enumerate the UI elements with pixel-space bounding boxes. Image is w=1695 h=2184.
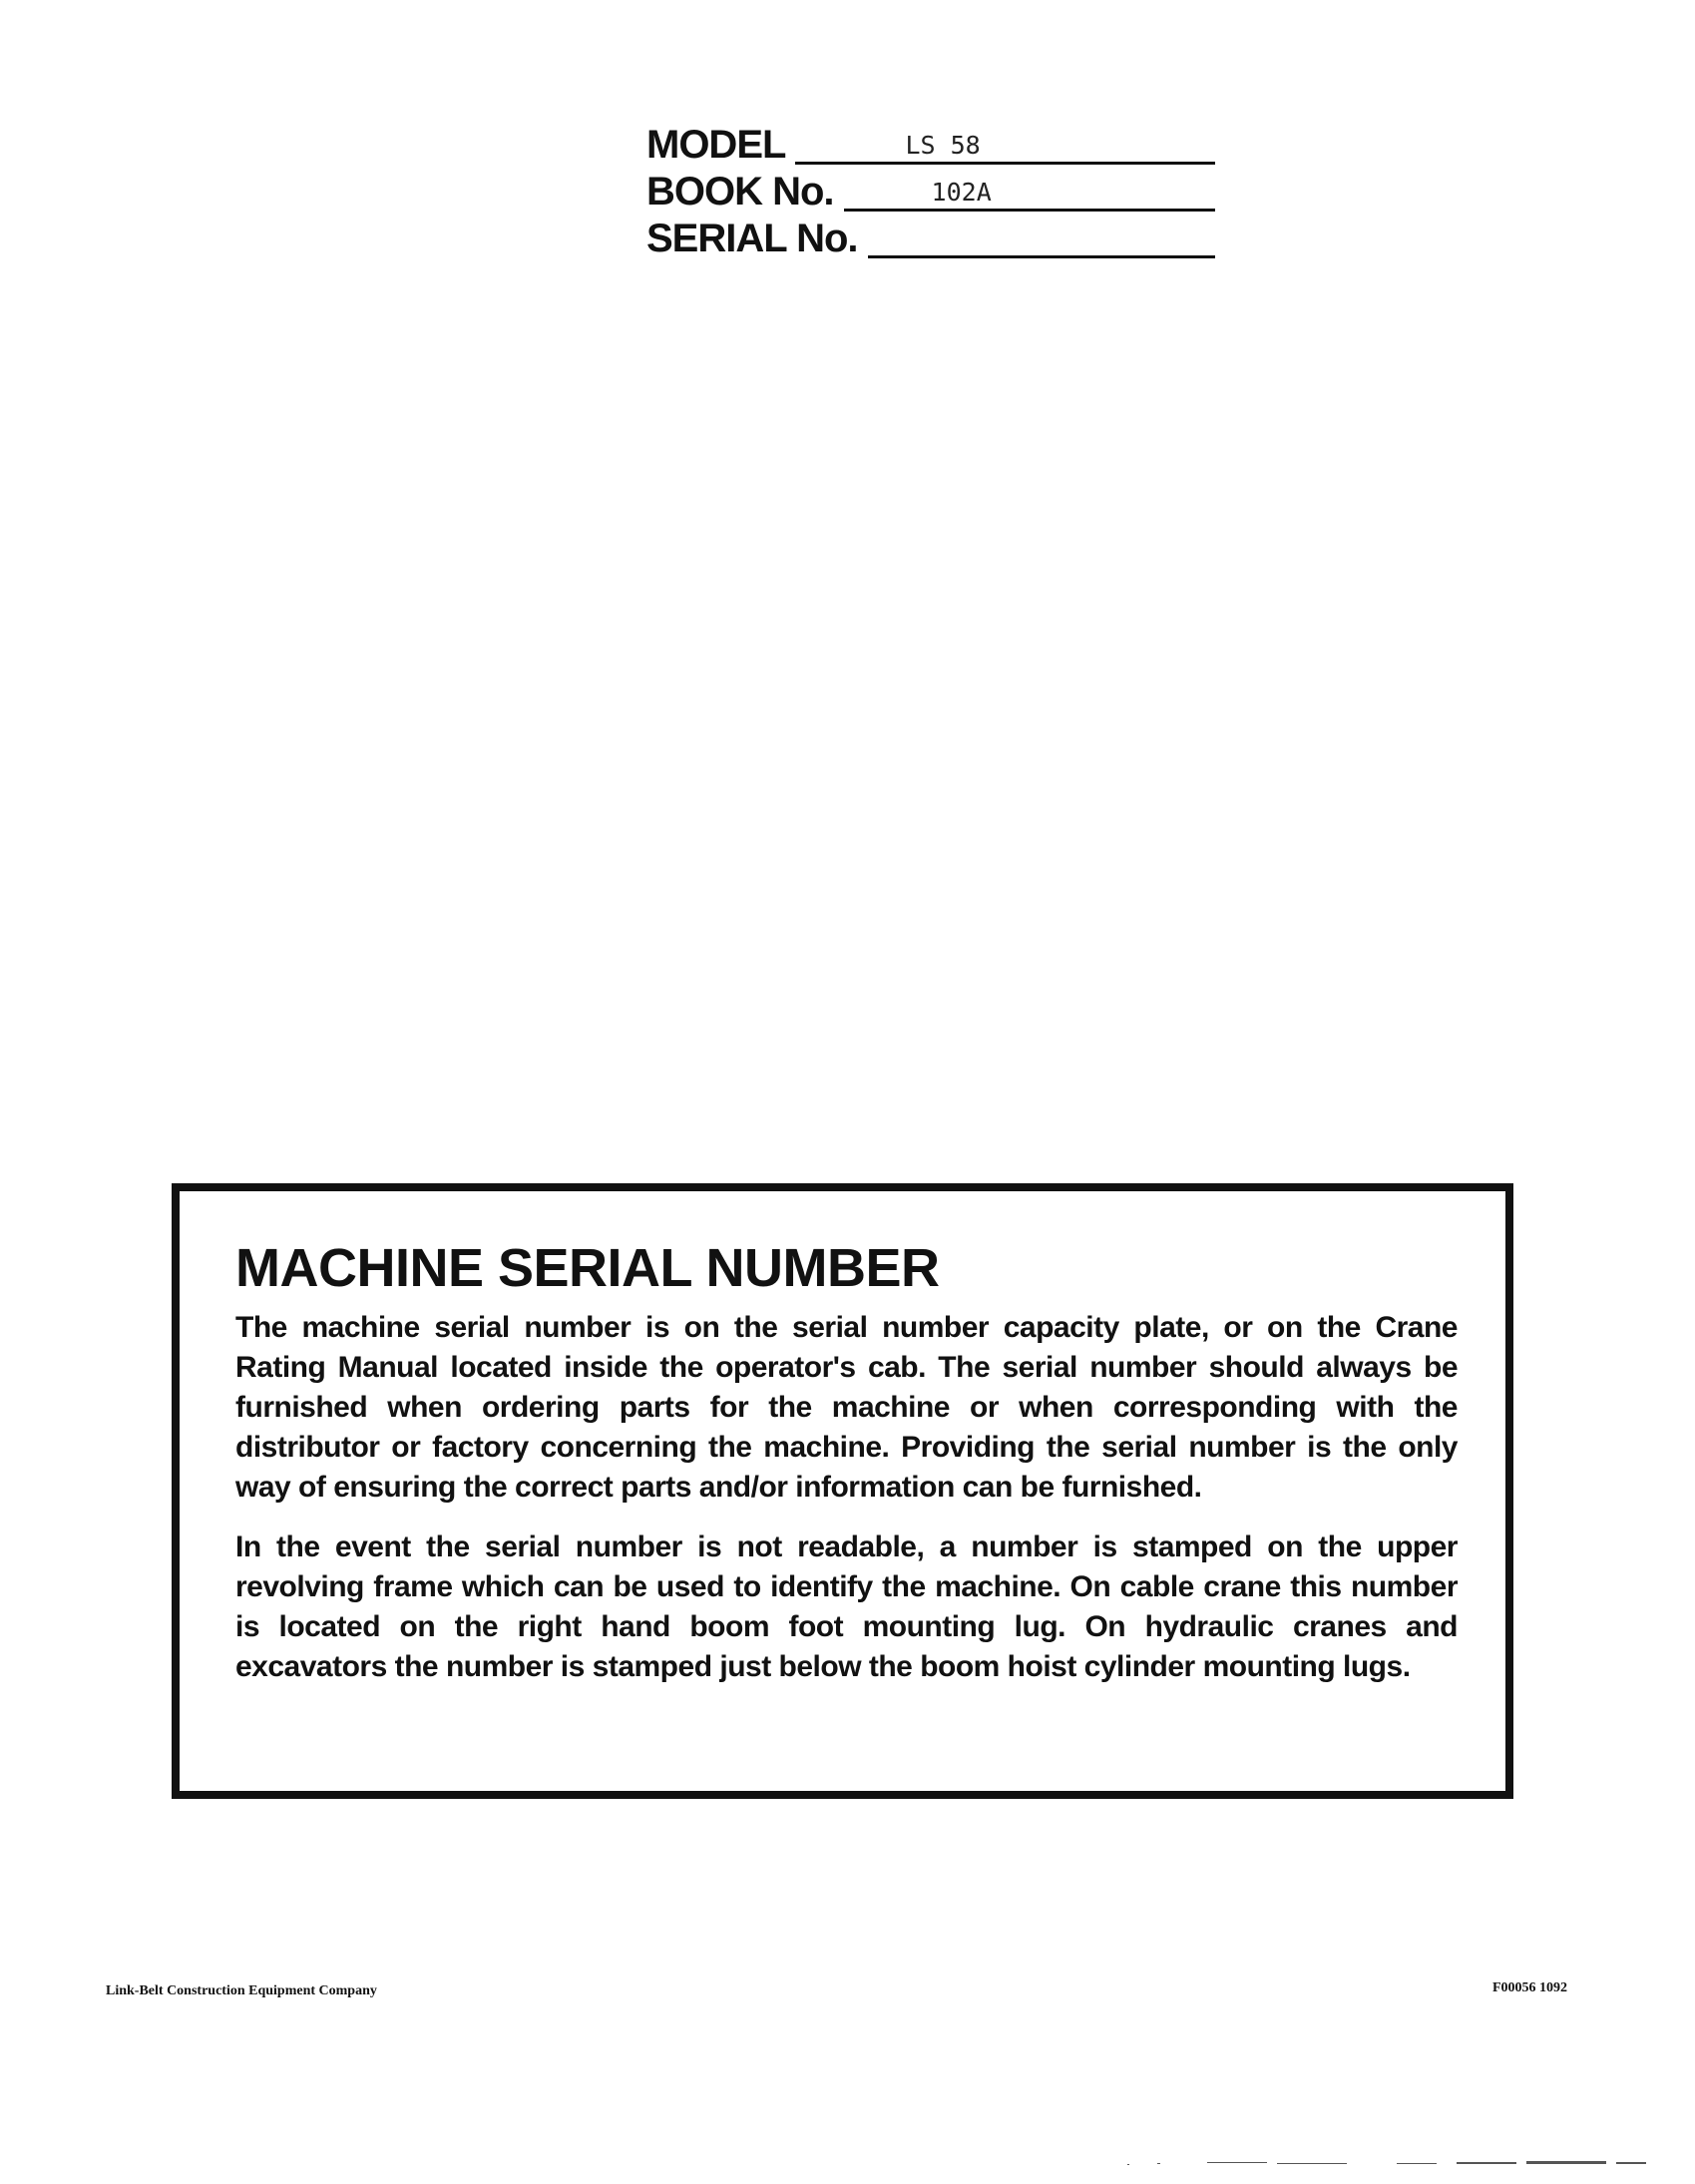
model-field: [795, 126, 1215, 165]
model-label: MODEL: [646, 123, 786, 167]
company-name: Link-Belt Construction Equipment Company: [106, 1983, 377, 1998]
serial-label: SERIAL No.: [646, 217, 858, 260]
book-field: [844, 173, 1215, 212]
model-value: LS 58: [905, 131, 981, 160]
header-form: [646, 118, 1215, 258]
form-code: F00056 1092: [1492, 1980, 1568, 1995]
book-value: 102A: [931, 178, 992, 207]
serial-row: [646, 212, 1215, 258]
scan-artifact: [1117, 2157, 1676, 2171]
notice-paragraph-1: The machine serial number is on the serial number capacity plate, or on the Crane Rating Manual located inside the operator's cab. The serial number should always be furnished when ordering parts for the machine or when corresponding with the distributor or factory concerning the machine. Providing the serial number is the only way of ensuring the correct parts and/or information can be furnished.: [235, 1311, 1458, 1505]
serial-field: [868, 219, 1215, 258]
notice-paragraph-2: In the event the serial number is not readable, a number is stamped on the upper revolving frame which can be used to identify the machine. On cable crane this number is located on the right hand boom foot mounting lug. On hydraulic cranes and excavators the number is stamped just below the boom hoist cylinder mounting lugs.: [235, 1530, 1458, 1684]
book-row: [646, 165, 1215, 212]
serial-number-notice-box: [172, 1183, 1513, 1799]
model-row: [646, 118, 1215, 165]
notice-title: MACHINE SERIAL NUMBER: [235, 1238, 940, 1298]
book-label: BOOK No.: [646, 170, 834, 214]
